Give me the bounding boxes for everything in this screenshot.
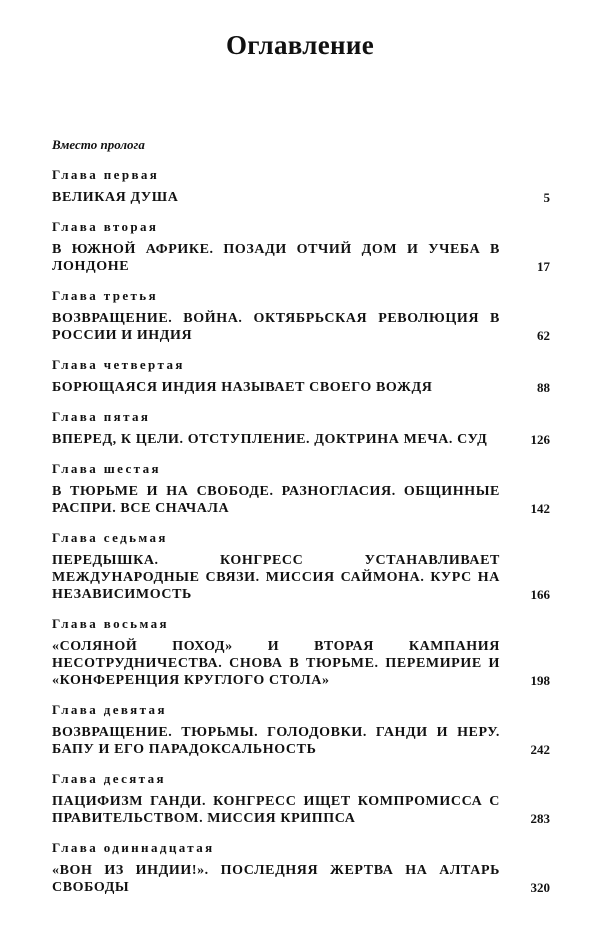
chapter-title: ПАЦИФИЗМ ГАНДИ. КОНГРЕСС ИЩЕТ КОМПРОМИССА С ПРАВИТЕЛЬСТВОМ. МИССИЯ КРИППСА [52, 794, 500, 826]
chapter-title: ВЕЛИКАЯ ДУША [52, 190, 179, 205]
toc-entry [52, 217, 550, 275]
toc-entry [52, 838, 550, 896]
toc-entry [52, 614, 550, 689]
chapter-page-number: 126 [530, 432, 550, 447]
chapter-title: «СОЛЯНОЙ ПОХОД» И ВТОРАЯ КАМПАНИЯ НЕСОТРУДНИЧЕСТВА. СНОВА В ТЮРЬМЕ. ПЕРЕМИРИЕ И «КОНФЕРЕНЦИЯ КРУГЛОГО СТОЛА» [52, 639, 500, 688]
page-title: Оглавление [226, 30, 374, 60]
chapter-page-number: 242 [530, 742, 550, 757]
chapter-body [52, 793, 550, 827]
chapter-body [52, 483, 550, 517]
chapter-title: ВОЗВРАЩЕНИЕ. ТЮРЬМЫ. ГОЛОДОВКИ. ГАНДИ И НЕРУ. БАПУ И ЕГО ПАРАДОКСАЛЬНОСТЬ [52, 725, 500, 757]
chapter-body [52, 310, 550, 344]
chapter-body [52, 189, 550, 206]
chapter-label: Глава десятая [52, 771, 166, 786]
chapter-body [52, 862, 550, 896]
chapter-label: Глава седьмая [52, 530, 168, 545]
chapter-label: Глава одиннадцатая [52, 840, 215, 855]
toc-entry [52, 286, 550, 344]
chapter-title: В ЮЖНОЙ АФРИКЕ. ПОЗАДИ ОТЧИЙ ДОМ И УЧЕБА В ЛОНДОНЕ [52, 242, 500, 274]
chapter-label: Глава третья [52, 288, 159, 303]
chapter-body [52, 638, 550, 689]
chapter-page-number: 88 [537, 380, 550, 395]
table-of-contents [52, 165, 550, 907]
prologue-label: Вместо пролога [52, 137, 145, 152]
chapter-body [52, 552, 550, 603]
chapter-page-number: 166 [530, 587, 550, 602]
chapter-label: Глава первая [52, 167, 160, 182]
chapter-body [52, 241, 550, 275]
chapter-title: ВОЗВРАЩЕНИЕ. ВОЙНА. ОКТЯБРЬСКАЯ РЕВОЛЮЦИЯ В РОССИИ И ИНДИЯ [52, 311, 500, 343]
toc-entry [52, 459, 550, 517]
chapter-title: БОРЮЩАЯСЯ ИНДИЯ НАЗЫВАЕТ СВОЕГО ВОЖДЯ [52, 380, 433, 395]
chapter-label: Глава девятая [52, 702, 167, 717]
chapter-body [52, 724, 550, 758]
chapter-page-number: 142 [530, 501, 550, 516]
chapter-body [52, 431, 550, 448]
toc-entry [52, 165, 550, 206]
chapter-title: ПЕРЕДЫШКА. КОНГРЕСС УСТАНАВЛИВАЕТ МЕЖДУНАРОДНЫЕ СВЯЗИ. МИССИЯ САЙМОНА. КУРС НА НЕЗАВИСИМОСТЬ [52, 553, 500, 602]
chapter-page-number: 62 [537, 328, 550, 343]
chapter-label: Глава восьмая [52, 616, 169, 631]
chapter-title: В ТЮРЬМЕ И НА СВОБОДЕ. РАЗНОГЛАСИЯ. ОБЩИННЫЕ РАСПРИ. ВСЕ СНАЧАЛА [52, 484, 500, 516]
chapter-label: Глава вторая [52, 219, 159, 234]
toc-entry [52, 407, 550, 448]
chapter-page-number: 283 [530, 811, 550, 826]
chapter-label: Глава пятая [52, 409, 151, 424]
chapter-page-number: 198 [530, 673, 550, 688]
toc-entry [52, 700, 550, 758]
chapter-label: Глава четвертая [52, 357, 185, 372]
chapter-page-number: 320 [530, 880, 550, 895]
chapter-title: «ВОН ИЗ ИНДИИ!». ПОСЛЕДНЯЯ ЖЕРТВА НА АЛТАРЬ СВОБОДЫ [52, 863, 500, 895]
chapter-page-number: 17 [537, 259, 550, 274]
chapter-page-number: 5 [543, 190, 550, 205]
toc-entry [52, 355, 550, 396]
chapter-title: ВПЕРЕД, К ЦЕЛИ. ОТСТУПЛЕНИЕ. ДОКТРИНА МЕЧА. СУД [52, 432, 488, 447]
toc-entry [52, 528, 550, 603]
toc-entry [52, 769, 550, 827]
chapter-label: Глава шестая [52, 461, 161, 476]
chapter-body [52, 379, 550, 396]
